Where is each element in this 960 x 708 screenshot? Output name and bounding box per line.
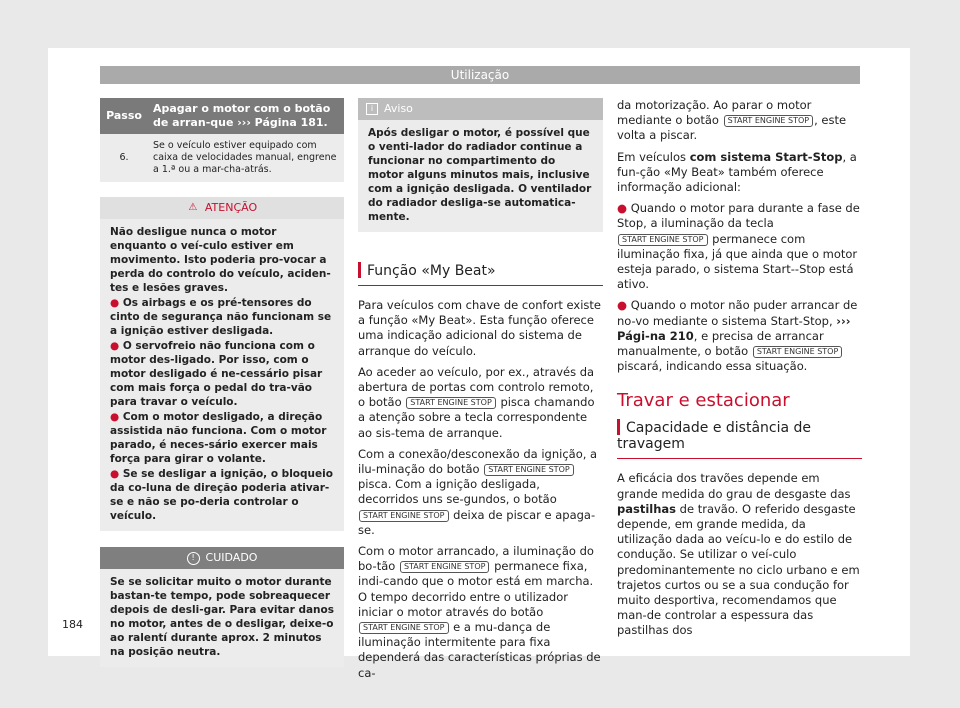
list-item: ● Quando o motor para durante a fase de Stop, a iluminação da tecla START ENGINE STOP permanece com iluminação fixa, já que ainda que o motor esteja parado, o sistema Start--Stop está ativo. bbox=[617, 201, 860, 292]
section-title: Função «My Beat» bbox=[358, 262, 603, 286]
start-engine-stop-key: START ENGINE STOP bbox=[400, 561, 490, 573]
table-cell-text: Se o veículo estiver equipado com caixa de velocidades manual, engrene a 1.ª ou a mar-cha-atrás. bbox=[148, 134, 344, 182]
paragraph: Ao aceder ao veículo, por ex., através da abertura de portas com controlo remoto, o botão START ENGINE STOP pisca chamando a atenção sobre a tecla correspondente ao sis-tema de arranque. bbox=[358, 364, 595, 440]
start-engine-stop-key: START ENGINE STOP bbox=[359, 510, 449, 522]
start-engine-stop-key: START ENGINE STOP bbox=[753, 346, 843, 358]
column-3 bbox=[617, 98, 862, 645]
caution-box bbox=[100, 547, 344, 667]
bullet-icon: ● bbox=[617, 298, 631, 313]
list-item: ● O servofreio não funciona com o motor des-ligado. Por isso, com o motor desligado é ne-cessário pisar com mais força o pedal do tra-vão para travar o veículo. bbox=[110, 340, 323, 408]
chapter-title: Travar e estacionar bbox=[617, 390, 790, 412]
notice-title: Aviso bbox=[384, 102, 413, 115]
steps-table bbox=[100, 98, 344, 182]
warning-box bbox=[100, 197, 344, 531]
start-engine-stop-key: START ENGINE STOP bbox=[359, 622, 449, 634]
list-item: ● Com o motor desligado, a direção assistida não funciona. Com o motor parado, é neces-sário exercer mais força para girar o volante. bbox=[110, 411, 327, 465]
table-header-action: Apagar o motor com o botão de arran-que ››› Página 181. bbox=[148, 98, 344, 134]
list-item: ● Os airbags e os pré-tensores do cinto de segurança não funcionam se a ignição estiver desligada. bbox=[110, 297, 332, 337]
notice-body: Após desligar o motor, é possível que o venti-lador do radiador continue a funcionar no compartimento do motor alguns minutos mais, inclusive com a ignição desligada. O ventilador do radiador desliga-se automatica-mente. bbox=[368, 127, 592, 223]
start-engine-stop-key: START ENGINE STOP bbox=[484, 464, 574, 476]
paragraph: Em veículos com sistema Start-Stop, a fun-ção «My Beat» também oferece informação adicional: bbox=[617, 149, 857, 195]
bullet-icon: ● bbox=[110, 468, 123, 480]
section-title: Capacidade e distância de travagem bbox=[617, 419, 862, 459]
start-engine-stop-key: START ENGINE STOP bbox=[724, 115, 814, 127]
warning-title: ATENÇÃO bbox=[204, 201, 258, 214]
warning-intro: Não desligue nunca o motor enquanto o veí-culo estiver em movimento. Isto poderia pro-vocar a perda do controlo do veículo, aciden-tes e lesões graves. bbox=[110, 226, 331, 294]
warning-header bbox=[100, 197, 344, 219]
table-row bbox=[100, 134, 344, 182]
accent-bar bbox=[617, 419, 620, 435]
bullet-icon: ● bbox=[110, 340, 123, 352]
caution-circle-icon: ! bbox=[187, 552, 200, 565]
warning-triangle-icon: ⚠ bbox=[188, 202, 198, 213]
paragraph: da motorização. Ao parar o motor mediante o botão START ENGINE STOP , este volta a piscar. bbox=[617, 98, 847, 143]
column-1 bbox=[100, 98, 344, 667]
caution-header bbox=[100, 547, 344, 569]
paragraph: Com a conexão/desconexão da ignição, a ilu-minação do botão START ENGINE STOP pisca. Com a ignição desligada, decorridos uns se-gundos, o botão START ENGINE STOP deixa de piscar e apaga-se. bbox=[358, 446, 598, 537]
paragraph: A eficácia dos travões depende em grande medida do grau de desgaste das pastilhas de travão. O referido desgaste depende, em grande medida, da utilização dada ao veícu-lo e do estilo de condução. Se utilizar o veí-culo predominantemente no ciclo urbano e em trajetos curtos ou se a sua condução for muito desportiva, recomendamos que man-de controlar a espessura das pastilhas dos bbox=[617, 471, 860, 638]
list-item: ● Quando o motor não puder arrancar de no-vo mediante o sistema Start-Stop, ››› Pági-na 210, e precisa de arrancar manualmente, o botão START ENGINE STOP piscará, indicando essa situação. bbox=[617, 298, 858, 374]
start-engine-stop-key: START ENGINE STOP bbox=[618, 234, 708, 246]
caution-body: Se se solicitar muito o motor durante bastan-te tempo, pode sobreaquecer depois de desli-gar. Para evitar danos no motor, antes de o desligar, deixe-o ao ralentí durante aprox. 2 minutos na posição neutra. bbox=[110, 576, 334, 658]
page-reference-link[interactable]: ››› Pági-na 210 bbox=[617, 313, 851, 343]
notice-box bbox=[358, 98, 603, 232]
accent-bar bbox=[358, 262, 361, 278]
caution-title: CUIDADO bbox=[205, 551, 258, 564]
page-header: Utilização bbox=[100, 66, 860, 84]
warning-body bbox=[100, 219, 344, 531]
list-item: ● Se se desligar a ignição, o bloqueio da co-luna de direção poderia ativar-se e não se po-deria controlar o veículo. bbox=[110, 468, 333, 522]
bullet-icon: ● bbox=[110, 297, 123, 309]
bullet-icon: ● bbox=[617, 201, 631, 216]
notice-header bbox=[358, 98, 603, 120]
paragraph: Para veículos com chave de confort existe a função «My Beat». Esta função oferece uma indicação adicional do sistema de arranque do veículo. bbox=[358, 298, 601, 358]
bullet-icon: ● bbox=[110, 411, 123, 423]
table-header-step: Passo bbox=[100, 98, 148, 134]
column-2 bbox=[358, 98, 603, 687]
page-number: 184 bbox=[62, 618, 83, 631]
paragraph: Com o motor arrancado, a iluminação do bo-tão START ENGINE STOP permanece fixa, indi-cando que o motor está em marcha. O tempo decorrido entre o utilizador iniciar o motor através do botão START ENGINE STOP e a mu-dança de iluminação intermitente para fixa dependerá das características próprias de ca- bbox=[358, 544, 601, 680]
start-engine-stop-key: START ENGINE STOP bbox=[406, 397, 496, 409]
mybeat-section bbox=[358, 262, 603, 681]
info-icon: i bbox=[366, 103, 378, 115]
table-cell-step: 6. bbox=[100, 134, 148, 182]
